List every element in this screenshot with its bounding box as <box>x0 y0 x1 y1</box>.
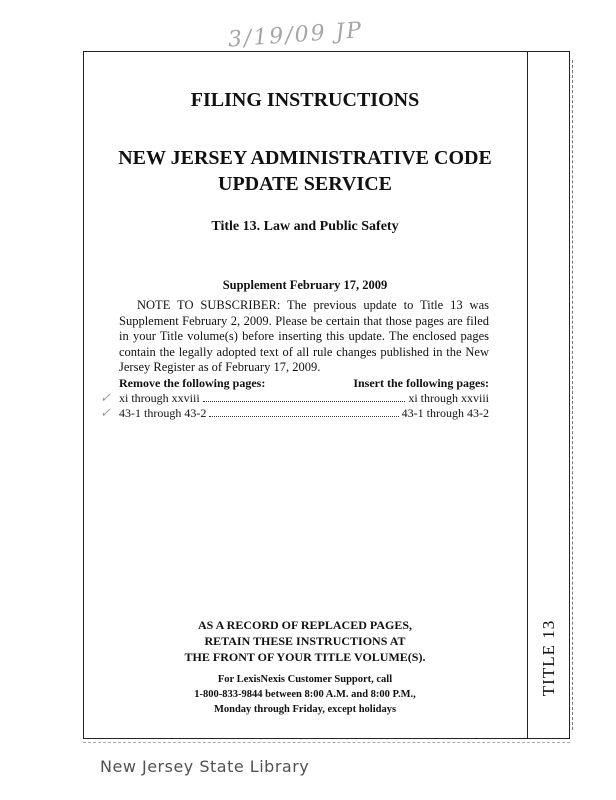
subscriber-note: NOTE TO SUBSCRIBER: The previous update to Title 13 was Supplement February 2, 2009. Please be certain that those pages are filed in your Title volume(s) before inserting this update. The enclosed pages contain the legally adopted text of all rule changes published in the New Jersey Register as of February 17, 2009. <box>119 298 489 374</box>
insert-pages-value: xi through xxviii <box>408 391 489 405</box>
title-tab <box>532 620 566 696</box>
handwritten-date-note: 3/19/09 JP <box>227 18 365 53</box>
record-notice-line-2: RETAIN THESE INSTRUCTIONS AT <box>204 634 406 648</box>
handwritten-check-mark: ✓ <box>100 405 111 420</box>
record-notice <box>83 617 527 665</box>
record-notice-line-3: THE FRONT OF YOUR TITLE VOLUME(S). <box>184 650 426 664</box>
support-line-2: 1-800-833-9844 between 8:00 A.M. and 8:00 P.M., <box>194 689 416 700</box>
support-line-3: Monday through Friday, except holidays <box>213 704 397 715</box>
dot-leader <box>203 401 406 402</box>
code-title <box>83 145 527 197</box>
dot-leader <box>209 416 398 417</box>
page-row <box>119 406 489 422</box>
insert-pages-value: 43-1 through 43-2 <box>401 406 489 420</box>
customer-support-info <box>83 672 527 717</box>
insert-pages-header: Insert the following pages: <box>353 376 489 390</box>
remove-pages-value: 43-1 through 43-2 <box>119 406 207 420</box>
supplement-date: Supplement February 17, 2009 <box>222 278 388 292</box>
pages-table-header <box>119 376 489 391</box>
bottom-dashed-line <box>83 742 570 743</box>
remove-pages-value: xi through xxviii <box>119 391 200 405</box>
record-notice-line-1: AS A RECORD OF REPLACED PAGES, <box>197 618 413 632</box>
code-title-line-2: UPDATE SERVICE <box>218 173 392 195</box>
remove-pages-header: Remove the following pages: <box>119 376 266 390</box>
filing-instructions-heading: FILING INSTRUCTIONS <box>190 89 420 111</box>
code-title-line-1: NEW JERSEY ADMINISTRATIVE CODE <box>118 147 492 169</box>
library-stamp: New Jersey State Library <box>100 757 310 776</box>
tab-edge-dashed-line <box>572 60 573 730</box>
title-name: Title 13. Law and Public Safety <box>211 219 399 234</box>
tab-divider-line <box>527 51 528 739</box>
page-row <box>119 391 489 407</box>
title-tab-label: TITLE 13 <box>539 619 559 697</box>
handwritten-check-mark: ✓ <box>100 390 111 405</box>
support-line-1: For LexisNexis Customer Support, call <box>217 674 393 685</box>
